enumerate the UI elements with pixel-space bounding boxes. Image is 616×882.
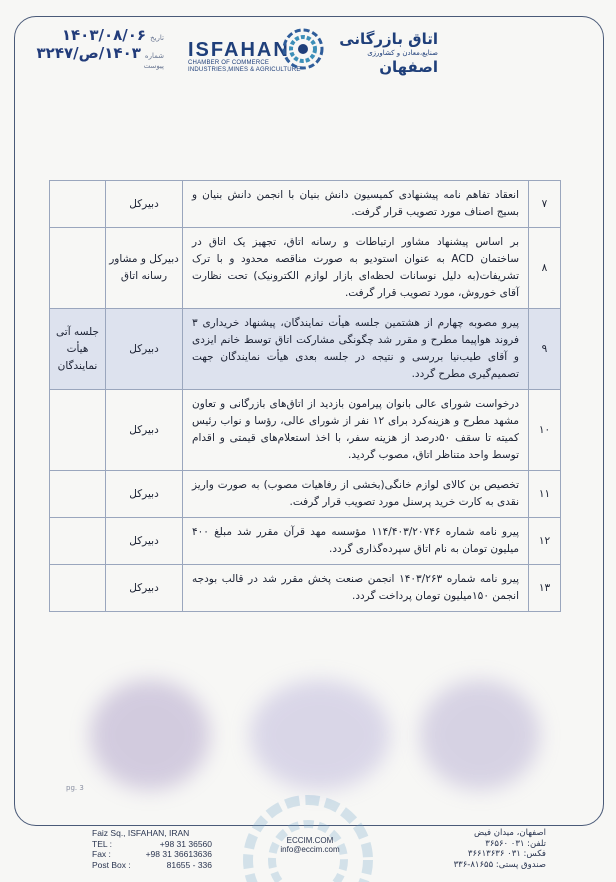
smudge-mark — [90, 680, 210, 790]
row-number: ۱۰ — [529, 390, 561, 471]
brand-fa-line3: اصفهان — [379, 58, 438, 76]
email-link[interactable]: info@eccim.com — [280, 845, 340, 854]
date-label: تاریخ — [150, 34, 164, 42]
row-resolution-text: تخصیص بن کالای لوازم خانگی(بخشی از رفاهیات مصوب) به صورت واریز نقدی به کارت خرید پرسنل مورد تصویب قرار گرفت. — [183, 471, 529, 518]
table-row — [50, 309, 561, 390]
attachment-label: پیوست — [143, 62, 164, 70]
number-value: ۱۴۰۳/ص/۳۲۴۷ — [36, 44, 141, 62]
row-note — [50, 390, 106, 471]
row-resolution-text: بر اساس پیشنهاد مشاور ارتباطات و رسانه اتاق، تجهیز یک اتاق در ساختمان ACD به عنوان استودیو به صورت مناقصه محدود و با ترک تشریفات(به دلیل نوسانات لحظه‌ای بازار لوازم الکترونیک) تحت نظارت آقای خوروش، مورد تصویب قرار گرفت. — [183, 228, 529, 309]
row-note — [50, 181, 106, 228]
footer-address-en: Faiz Sq., ISFAHAN, IRAN — [92, 828, 190, 838]
footer-contact-en — [92, 828, 212, 870]
row-number: ۹ — [529, 309, 561, 390]
brand-fa-line2: صنایع،معادن و کشاورزی — [367, 49, 438, 57]
row-number: ۱۲ — [529, 518, 561, 565]
row-resolution-text: انعقاد تفاهم نامه پیشنهادی کمیسیون دانش بنیان با انجمن دانش بنیان و بسیج اصناف مورد تصویب قرار گرفت. — [183, 181, 529, 228]
table-row — [50, 471, 561, 518]
row-resolution-text: درخواست شورای عالی بانوان پیرامون بازدید از اتاق‌های بازرگانی و تعاون مشهد مطرح و هزینه‌کرد برای ۱۲ نفر از شورای عالی، رؤسا و نواب رئیس کمیته تا سقف ۵۰درصد از هزینه سفر، با اخذ استعلام‌های قیمتی و اقدام توسط واحد متناظر اتاق، مصوب گردید. — [183, 390, 529, 471]
footer-web — [270, 836, 350, 854]
page-marker: pg. 3 — [66, 784, 84, 792]
row-owner: دبیرکل — [106, 181, 183, 228]
row-number: ۱۱ — [529, 471, 561, 518]
number-label: شماره — [144, 52, 164, 60]
footer-fax-fa: فکس: ۰۳۱ ۳۶۶۱۳۶۳۶ — [467, 849, 546, 859]
row-owner: دبیرکل و مشاور رسانه اتاق — [106, 228, 183, 309]
row-resolution-text: پیرو نامه شماره ۱۱۴/۴۰۳/۲۰۷۴۶ مؤسسه مهد قرآن مقرر شد مبلغ ۴۰۰ میلیون تومان به نام اتاق سپرده‌گذاری گردد. — [183, 518, 529, 565]
row-number: ۷ — [529, 181, 561, 228]
table-row — [50, 228, 561, 309]
pobox-label: Post Box : — [92, 859, 131, 870]
smudge-mark — [420, 680, 540, 790]
chamber-logo-icon — [282, 28, 324, 70]
brand-fa-line1: اتاق بازرگانی — [339, 30, 438, 48]
row-note — [50, 471, 106, 518]
letter-metadata — [24, 26, 164, 80]
row-owner: دبیرکل — [106, 565, 183, 612]
table-row — [50, 518, 561, 565]
brand-en-line1: CHAMBER OF COMMERCE — [188, 60, 270, 66]
row-owner: دبیرکل — [106, 390, 183, 471]
tel-value: +98 31 36560 — [159, 838, 212, 849]
pobox-value: 81655 - 336 — [166, 859, 212, 870]
minutes-table — [49, 180, 561, 612]
smudge-mark — [250, 680, 390, 790]
row-note — [50, 228, 106, 309]
fax-label: Fax : — [92, 849, 111, 859]
brand-persian — [328, 30, 438, 76]
footer-address-fa: اصفهان، میدان فیض — [473, 828, 546, 838]
row-resolution-text: پیرو نامه شماره ۱۴۰۳/۲۶۳ انجمن صنعت پخش مقرر شد در قالب بودجه انجمن ۱۵۰میلیون تومان پرداخت گردد. — [183, 565, 529, 612]
table-row — [50, 565, 561, 612]
row-number: ۸ — [529, 228, 561, 309]
footer-contact-fa — [430, 828, 546, 870]
fax-value: +98 31 36613636 — [145, 849, 212, 859]
website-link[interactable]: ECCIM.COM — [286, 836, 334, 845]
brand-en-title: ISFAHAN — [188, 39, 290, 61]
tel-label: TEL : — [92, 838, 112, 849]
row-owner: دبیرکل — [106, 309, 183, 390]
row-owner: دبیرکل — [106, 471, 183, 518]
row-note — [50, 565, 106, 612]
table-row — [50, 181, 561, 228]
table-row — [50, 390, 561, 471]
row-note: جلسه آتی هیأت نمایندگان — [50, 309, 106, 390]
footer-pobox-fa: صندوق پستی: ۸۱۶۵۵-۳۳۶ — [453, 859, 546, 870]
date-value: ۱۴۰۳/۰۸/۰۶ — [61, 26, 147, 44]
row-owner: دبیرکل — [106, 518, 183, 565]
row-resolution-text: پیرو مصوبه چهارم از هشتمین جلسه هیأت نمایندگان، پیشنهاد خریداری ۳ فروند هواپیما مطرح و مقرر شد چگونگی مشارکت اتاق توسط خانم ایزدی و آقای طیب‌نیا بررسی و نتیجه در جلسه بعدی هیأت نمایندگان جهت تصمیم‌گیری مطرح گردد. — [183, 309, 529, 390]
row-note — [50, 518, 106, 565]
row-number: ۱۳ — [529, 565, 561, 612]
footer-tel-fa: تلفن: ۰۳۱ ۳۶۵۶۰ — [485, 838, 546, 849]
brand-en-line2: INDUSTRIES,MINES & AGRICULTURE — [188, 67, 301, 73]
